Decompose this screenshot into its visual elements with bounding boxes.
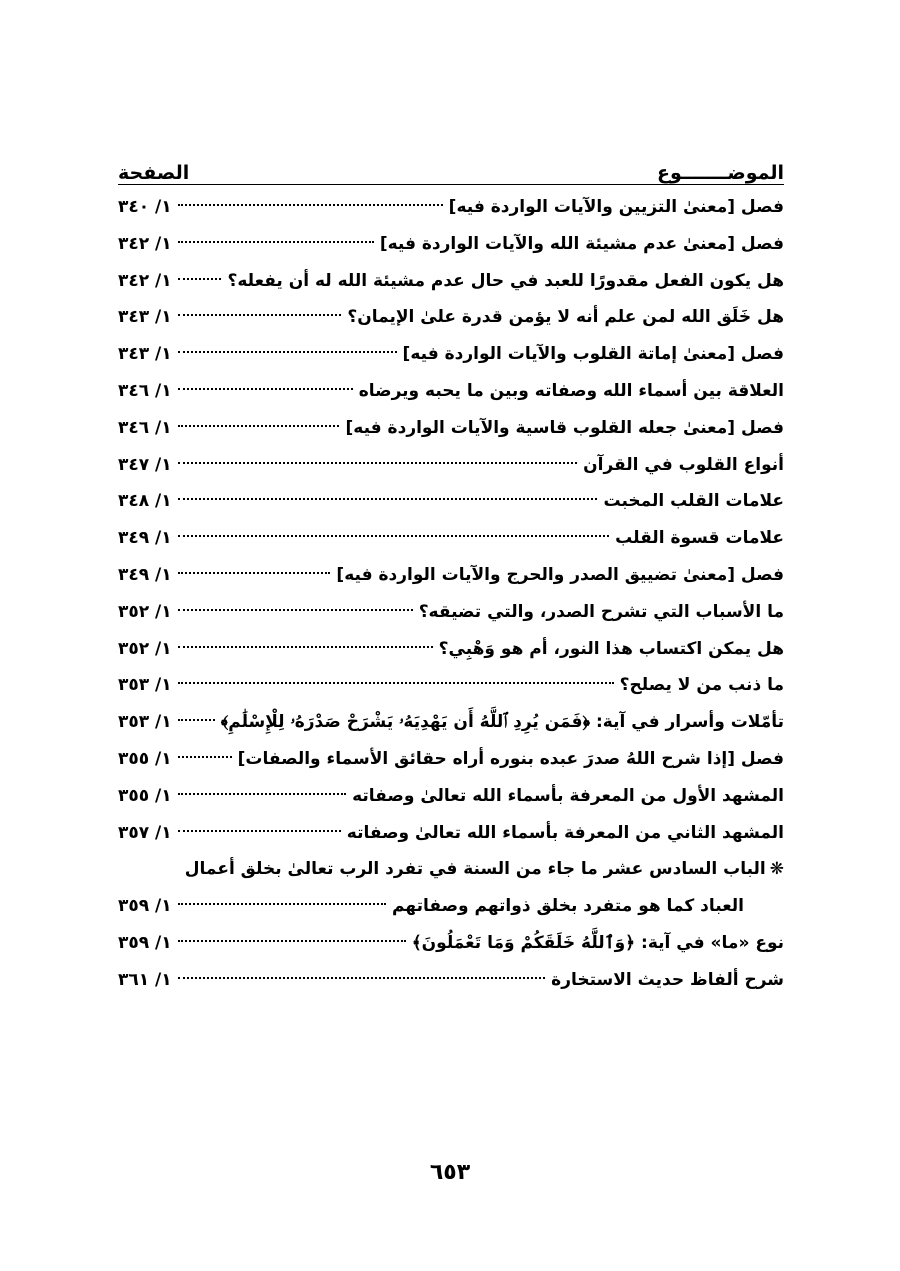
- entry-title: فصل [إذا شرح اللهُ صدرَ عبده بنوره أراه حقائق الأسماء والصفات]: [237, 748, 784, 769]
- dot-leader: [178, 462, 577, 464]
- dot-leader: [178, 425, 340, 427]
- entry-page: ١/ ٣٤٢: [118, 233, 172, 254]
- entry-title: فصل [معنىٰ جعله القلوب قاسية والآيات الواردة فيه]: [345, 417, 784, 438]
- toc-entry: [118, 962, 784, 999]
- toc-entry: [118, 520, 784, 557]
- entry-title: المشهد الأول من المعرفة بأسماء الله تعالىٰ وصفاته: [352, 785, 784, 806]
- toc-entry: [118, 299, 784, 336]
- toc-entry: [118, 373, 784, 410]
- chapter-title-line1: الباب السادس عشر ما جاء من السنة في تفرد الرب تعالىٰ بخلق أعمال: [184, 859, 766, 880]
- toc-entries: [118, 189, 784, 999]
- entry-title: أنواع القلوب في القرآن: [583, 454, 784, 475]
- entry-page: ١/ ٣٥٣: [118, 712, 172, 733]
- toc-entry: [118, 704, 784, 741]
- entry-page: ١/ ٣٥٥: [118, 785, 172, 806]
- chapter-heading: [118, 851, 784, 888]
- dot-leader: [178, 204, 443, 206]
- entry-title: شرح ألفاظ حديث الاستخارة: [551, 969, 784, 990]
- entry-title: هل يكون الفعل مقدورًا للعبد في حال عدم مشيئة الله له أن يفعله؟: [227, 270, 784, 291]
- dot-leader: [178, 278, 222, 280]
- entry-title: ما ذنب من لا يصلح؟: [619, 675, 784, 696]
- entry-page: ١/ ٣٥٢: [118, 638, 172, 659]
- toc-entry: [118, 483, 784, 520]
- entry-title: نوع «ما» في آية: ﴿وَٱللَّهُ خَلَقَكُمْ وَمَا تَعْمَلُونَ﴾: [411, 932, 784, 953]
- entry-title: العلاقة بين أسماء الله وصفاته وبين ما يحبه ويرضاه: [358, 380, 784, 401]
- entry-page: ١/ ٣٥٧: [118, 822, 172, 843]
- dot-leader: [178, 940, 406, 942]
- toc-entry: [118, 778, 784, 815]
- entry-title: المشهد الثاني من المعرفة بأسماء الله تعالىٰ وصفاته: [346, 822, 784, 843]
- entry-page: ١/ ٣٤٣: [118, 344, 172, 365]
- dot-leader: [178, 793, 346, 795]
- toc-entry: [118, 631, 784, 668]
- entry-page: ١/ ٣٤٧: [118, 454, 172, 475]
- dot-leader: [178, 830, 341, 832]
- toc-entry: [118, 447, 784, 484]
- toc-entry: [118, 925, 784, 962]
- entry-title: تأمّلات وأسرار في آية: ﴿فَمَن يُرِدِ ٱللَّهُ أَن يَهْدِيَهُۥ يَشْرَحْ صَدْرَهُۥ لِلْإِسْلَٰمِ﴾: [220, 712, 784, 733]
- toc-entry: [118, 226, 784, 263]
- dot-leader: [178, 535, 609, 537]
- entry-page: ١/ ٣٤٢: [118, 270, 172, 291]
- toc-entry: [118, 667, 784, 704]
- entry-page: ١/ ٣٦١: [118, 969, 172, 990]
- page-number: ٦٥٣: [429, 1160, 471, 1185]
- dot-leader: [178, 572, 331, 574]
- entry-page: ١/ ٣٤٦: [118, 380, 172, 401]
- entry-page: ١/ ٣٥٩: [118, 932, 172, 953]
- dot-leader: [178, 646, 433, 648]
- toc-entry: [118, 557, 784, 594]
- dot-leader: [178, 314, 342, 316]
- entry-title: فصل [معنىٰ التزيين والآيات الواردة فيه]: [448, 197, 784, 217]
- entry-page: ١/ ٣٤٩: [118, 528, 172, 549]
- asterism-icon: ❋: [769, 859, 784, 880]
- chapter-title-line2: العباد كما هو متفرد بخلق ذواتهم وصفاتهم: [392, 896, 744, 917]
- dot-leader: [178, 498, 598, 500]
- chapter-title: [185, 851, 784, 888]
- toc-entry: [118, 594, 784, 631]
- toc-entry: [118, 336, 784, 373]
- entry-title: علامات قسوة القلب: [615, 528, 784, 549]
- entry-title: علامات القلب المخبت: [603, 491, 784, 512]
- entry-page: ١/ ٣٥٩: [118, 896, 172, 917]
- entry-page: ١/ ٣٤٦: [118, 417, 172, 438]
- dot-leader: [178, 977, 545, 979]
- topic-column-label: الموضـــــــوع: [656, 162, 784, 184]
- entry-page: ١/ ٣٥٣: [118, 675, 172, 696]
- page-column-label: الصفحة: [118, 162, 190, 184]
- toc-header: [118, 150, 784, 185]
- toc-page: [118, 150, 784, 999]
- dot-leader: [178, 756, 232, 758]
- entry-title: فصل [معنىٰ إماتة القلوب والآيات الواردة فيه]: [402, 344, 784, 365]
- toc-entry: [118, 410, 784, 447]
- dot-leader: [178, 609, 413, 611]
- entry-title: فصل [معنىٰ تضييق الصدر والحرج والآيات الواردة فيه]: [336, 564, 784, 585]
- dot-leader: [178, 682, 614, 684]
- entry-page: ١/ ٣٥٢: [118, 601, 172, 622]
- entry-page: ١/ ٣٤٩: [118, 564, 172, 585]
- dot-leader: [178, 903, 386, 905]
- entry-title: ما الأسباب التي تشرح الصدر، والتي تضيقه؟: [418, 601, 784, 622]
- toc-entry: [118, 263, 784, 300]
- dot-leader: [178, 719, 215, 721]
- dot-leader: [178, 241, 374, 243]
- dot-leader: [178, 388, 353, 390]
- entry-page: ١/ ٣٤٠: [118, 197, 172, 217]
- toc-entry: [118, 741, 784, 778]
- toc-entry: [118, 189, 784, 226]
- entry-page: ١/ ٣٥٥: [118, 748, 172, 769]
- entry-title: فصل [معنىٰ عدم مشيئة الله والآيات الواردة فيه]: [379, 233, 784, 254]
- entry-page: ١/ ٣٤٣: [118, 307, 172, 328]
- entry-title: هل يمكن اكتساب هذا النور، أم هو وَهْبِي؟: [438, 638, 784, 659]
- toc-entry: [118, 815, 784, 852]
- dot-leader: [178, 351, 397, 353]
- toc-entry: [118, 888, 784, 925]
- entry-page: ١/ ٣٤٨: [118, 491, 172, 512]
- entry-title: هل خَلَق الله لمن علم أنه لا يؤمن قدرة علىٰ الإيمان؟: [347, 307, 784, 328]
